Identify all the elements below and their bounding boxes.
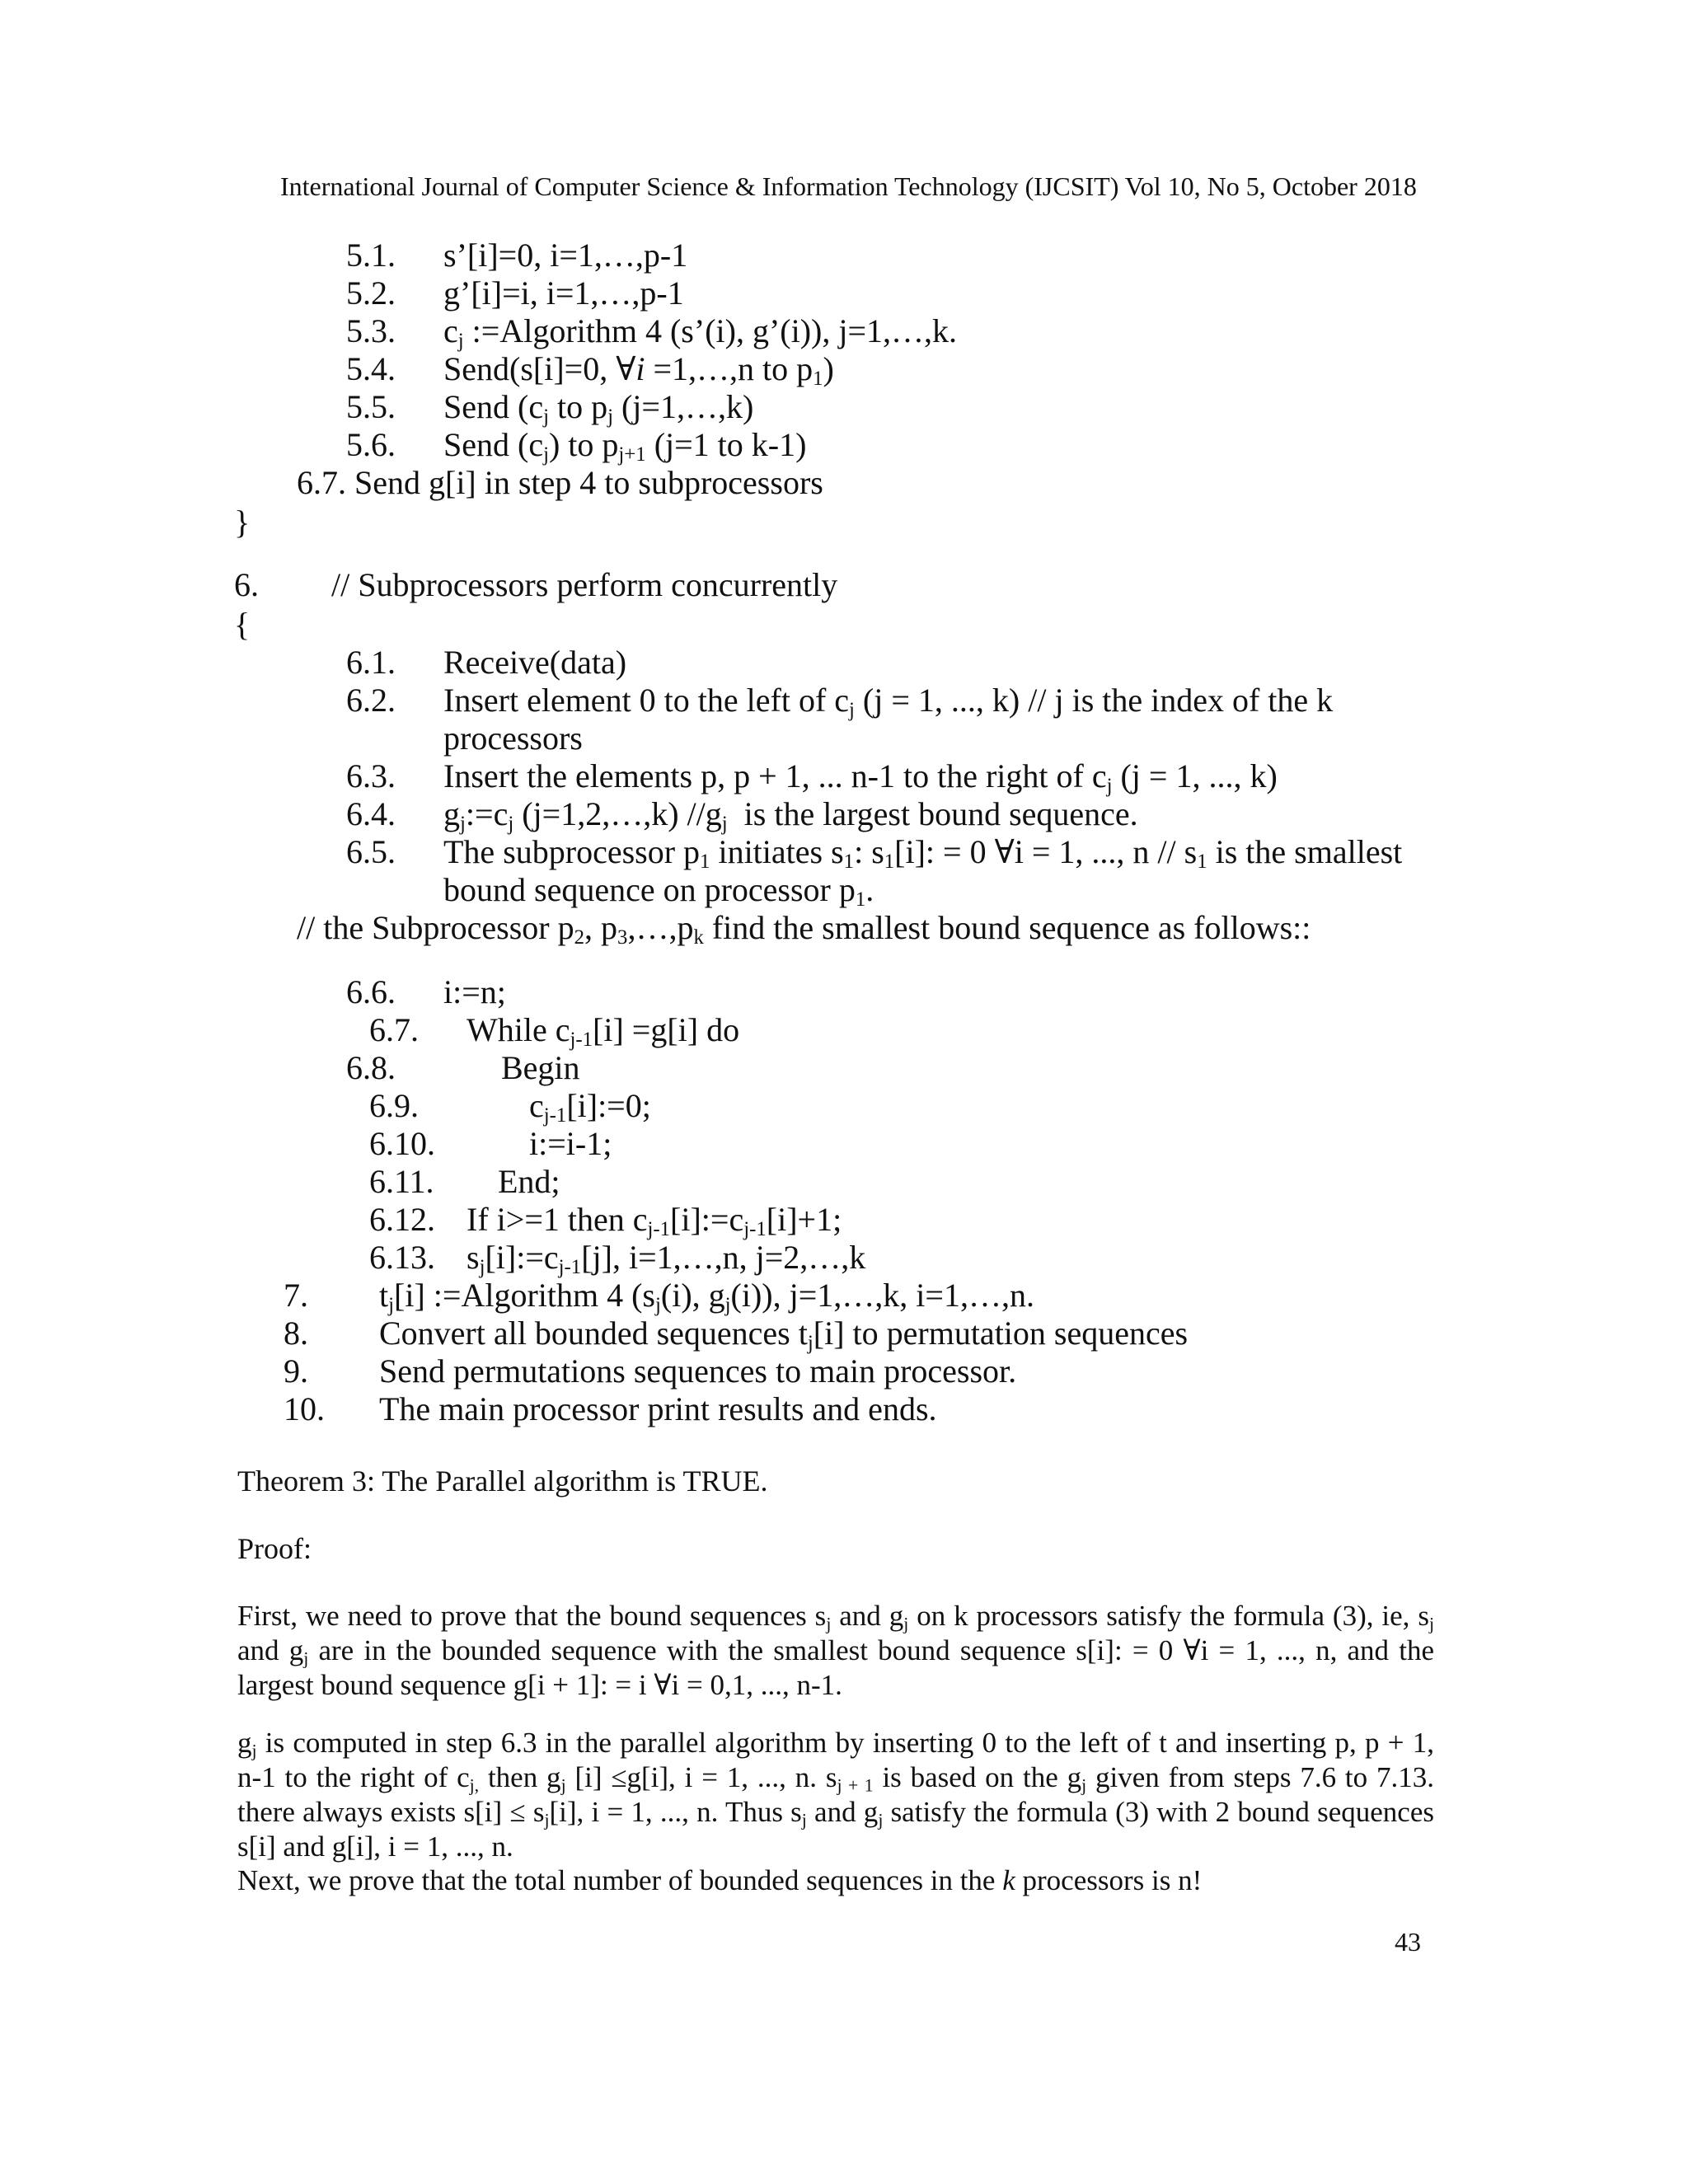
step-text: g’[i]=i, i=1,…,p-1 <box>443 274 684 312</box>
step-5-5 <box>346 387 754 429</box>
step-text: Send(s[i]=0, ∀i =1,…,n to $p_1$) <box>443 350 834 391</box>
step-6-13: 6.13. $s_j[i]:=c_{j-1}[j]$, i=1,…,n, j=2,…,k <box>369 1239 866 1279</box>
step-6-2-text: Insert element 0 to the left of $c_j$ (j = 1, ..., k) // j is the index of the k <box>443 682 1334 722</box>
step-6-5: 6.5. The subprocessor $p_1$ initiates $s_1$: $s_1[i]$: = 0 ∀i = 1, ..., n // $s_1$ is the smallest <box>346 833 1403 874</box>
step-7: 7. $t_j[i]$ :=Algorithm 4 ($s_j(i)$, $g_j(i)$), j=1,…,k, i=1,…,n. <box>284 1277 1034 1317</box>
step-number: 5.5. <box>346 388 396 425</box>
step-9: 9. Send permutations sequences to main processor. <box>284 1352 1017 1390</box>
opening-brace: { <box>234 606 251 643</box>
step-text: Send ($c_j$ to $p_j$ (j=1,…,k) <box>443 388 754 429</box>
step-5-2 <box>346 274 684 312</box>
step-6-7-send: 6.7. Send g[i] in step 4 to subprocessors <box>297 464 823 501</box>
step-text: s’[i]=0, i=1,…,p-1 <box>443 237 688 274</box>
running-header: International Journal of Computer Science & Information Technology (IJCSIT) Vol 10, No 5, October 2018 <box>280 171 1417 201</box>
step-6-2-cont: processors <box>443 719 583 757</box>
proof-paragraph-1: First, we need to prove that the bound sequences $s_j$ and $g_j$ on k processors satisfy the formula (3), ie, $s_j$ and $g_j$ are in the bounded sequence with the smallest bound sequence s[i]: = 0 ∀i = 1, ..., n, and the largest bound sequence g[i + 1]: = i ∀i = 0,1, ..., n-1. <box>237 1600 1434 1701</box>
step-number: 5.3. <box>346 312 396 349</box>
proof-label: Proof: <box>237 1532 312 1565</box>
step-8: 8. Convert all bounded sequences $t_j[i]$ to permutation sequences <box>284 1315 1189 1355</box>
step-5-1 <box>346 236 688 274</box>
step-6-11: 6.11. End; <box>369 1163 560 1200</box>
step-number: 5.2. <box>346 274 396 312</box>
step-6-3: 6.3. Insert the elements p, p + 1, ... n-1 to the right of $c_j$ (j = 1, ..., k) <box>346 757 1278 798</box>
theorem-3: Theorem 3: The Parallel algorithm is TRUE. <box>237 1465 768 1497</box>
step-6-title: // Subprocessors perform concurrently <box>331 566 838 603</box>
step-6-5-cont: bound sequence on processor $p_1$. <box>443 871 874 912</box>
closing-brace: } <box>234 504 251 541</box>
proof-paragraph-2: $g_j$ is computed in step 6.3 in the parallel algorithm by inserting 0 to the left of t and inserting p, p + 1, n-1 to the right of $c_{j,}$ then $g_j$ [i] ≤g[i], i = 1, ..., n. $s_{j + 1}$ is based on the $g_j$ given from steps 7.6 to 7.13. there always exists $s[i] \le s_j[i]$, i = 1, ..., n. Thus $s_j$ and $g_j$ satisfy the formula (3) with 2 bound sequences s[i] and g[i], i = 1, ..., n. <box>237 1727 1434 1863</box>
step-number: 5.6. <box>346 426 396 463</box>
step-6-4: 6.4. $g_j:=c_j$ (j=1,2,…,k) $//g_j$ is the largest bound sequence. <box>346 795 1138 836</box>
step-6-10: 6.10. i:=i-1; <box>369 1125 612 1162</box>
step-6-9: 6.9. $c_{j-1}[i]:=0$; <box>369 1087 651 1127</box>
step-10: 10. The main processor print results and ends. <box>284 1390 937 1427</box>
subprocessor-comment: // the Subprocessor $p_2$, $p_3,\dots,p_k$ find the smallest bound sequence as follows:: <box>297 909 1311 949</box>
page-number: 43 <box>1395 1927 1421 1957</box>
step-text: Send $(c_j)$ to $p_{j+1}$ (j=1 to k-1) <box>443 426 807 466</box>
step-number: 5.1. <box>346 237 396 274</box>
step-6-7-while: 6.7. While $c_{j-1}[i] =g[i]$ do <box>369 1011 740 1052</box>
step-6-12: 6.12. If i>=1 then $c_{j-1}[i]:=c_{j-1}[i]+1$; <box>369 1201 842 1241</box>
step-5-4 <box>346 349 834 391</box>
step-6-1: 6.1. Receive(data) <box>346 644 627 681</box>
step-6-8: 6.8. Begin <box>346 1049 580 1086</box>
step-5-3 <box>346 312 958 353</box>
step-number: 5.4. <box>346 350 396 387</box>
step-6-6: 6.6. i:=n; <box>346 973 506 1010</box>
step-6-2-number: 6.2. <box>346 682 396 719</box>
step-text: $c_j$ :=Algorithm 4 (s’(i), g’(i)), j=1,…,k. <box>443 312 958 353</box>
proof-paragraph-3: Next, we prove that the total number of bounded sequences in the k processors is n! <box>237 1864 1203 1896</box>
step-5-6 <box>346 425 807 466</box>
step-6-number: 6. <box>234 566 259 603</box>
